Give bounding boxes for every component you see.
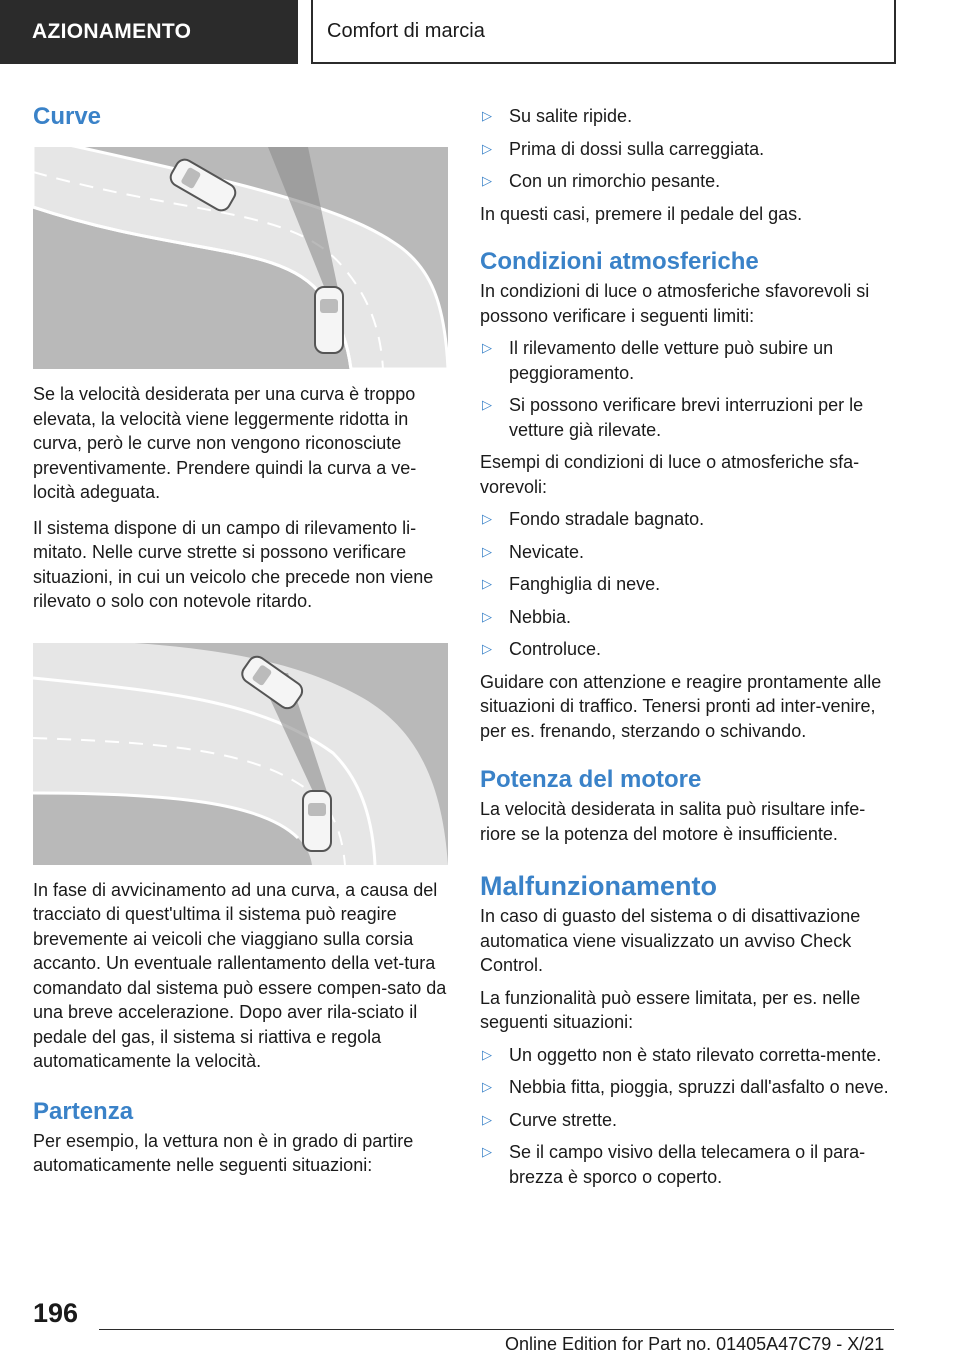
list-item: ▷ Prima di dossi sulla carreggiata. [482, 138, 765, 159]
malf-paragraph-2: La funzionalità può essere limitata, per es. nelle seguenti situazioni: [480, 987, 861, 1032]
triangle-right-icon: ▷ [482, 576, 492, 591]
chapter-title: AZIONAMENTO [32, 20, 192, 43]
triangle-right-icon: ▷ [482, 108, 492, 123]
list-item: ▷ Su salite ripide. [482, 106, 633, 126]
malfunzionamento-heading: Malfunzionamento [480, 871, 717, 901]
triangle-right-icon: ▷ [482, 608, 492, 624]
condizioni-heading: Condizioni atmosferiche [480, 248, 759, 275]
condizioni-paragraph-1: In condizioni di luce o atmosferiche sfavorevoli si possono verificare i seguenti limiti: [480, 281, 870, 326]
list-item: ▷ Con un rimorchio pesante. [482, 171, 721, 191]
potenza-paragraph: La velocità desiderata in salita può risultare infe-riore se la potenza del motore è insufficiente. [480, 799, 866, 844]
potenza-heading: Potenza del motore [480, 766, 702, 793]
page-number: 196 [33, 1298, 79, 1328]
chapter-tab [0, 0, 298, 64]
list-item: ▷ Il rilevamento delle vetture può subire un peggioramento. [482, 338, 834, 383]
partenza-paragraph-2: In questi casi, premere il pedale del gas. [480, 203, 803, 224]
triangle-right-icon: ▷ [482, 641, 492, 656]
list-item: ▷ Controluce. [482, 639, 602, 659]
left-column [33, 100, 448, 1178]
curve-paragraph-2: Il sistema dispone di un campo di rilevamento li-mitato. Nelle curve strette si possono verificare situazioni, in cui un veicolo che precede non viene rilevato o solo con notevole ritardo. [33, 517, 434, 611]
malf-list [480, 1043, 892, 1190]
list-item: ▷ Si possono verificare brevi interruzioni per le vetture già rilevate. [482, 395, 864, 440]
curve-paragraph-1: Se la velocità desiderata per una curva è troppo elevata, la velocità viene leggermente ridotta in curva, però le curve non vengono riconosciute preventivamente. Prendere quindi la curva a ve-locità adeguata. [33, 384, 417, 502]
curve-heading: Curve [33, 103, 102, 130]
triangle-right-icon: ▷ [482, 1144, 492, 1159]
triangle-right-icon: ▷ [482, 1046, 492, 1062]
partenza-paragraph-1: Per esempio, la vettura non è in grado di partire automaticamente nelle seguenti situazioni: [33, 1130, 414, 1175]
list-item: ▷ Fanghiglia di neve. [482, 574, 661, 594]
footer-divider [99, 1329, 894, 1330]
partenza-heading: Partenza [33, 1097, 134, 1125]
triangle-right-icon: ▷ [482, 511, 492, 526]
curve-illustration-2 [33, 643, 448, 865]
triangle-right-icon: ▷ [482, 173, 492, 188]
car-icon [303, 791, 331, 851]
triangle-right-icon: ▷ [482, 1079, 492, 1094]
car-icon [315, 287, 343, 353]
list-item: ▷ Nebbia. [482, 606, 572, 627]
list-item: ▷ Un oggetto non è stato rilevato corretta-mente. [482, 1044, 882, 1065]
list-item: ▷ Curve strette. [482, 1109, 618, 1130]
triangle-right-icon: ▷ [482, 340, 492, 355]
curve-paragraph-3: In fase di avvicinamento ad una curva, a causa del tracciato di quest'ultima il sistema può reagire brevemente ai veicoli che viaggiano sulla corsia accanto. Un eventuale rallentamento della vet-tura comandato dal sistema può essere compen-sato da una breve accelerazione. Dopo aver rila-sciato il pedale del gas, il sistema si riattiva e regola automaticamente la velocità. [33, 879, 447, 1071]
list-item: ▷ Se il campo visivo della telecamera o il para-brezza è sporco o coperto. [482, 1142, 866, 1187]
condizioni-paragraph-2: Esempi di condizioni di luce o atmosferiche sfa-vorevoli: [480, 452, 860, 497]
curve-illustration-1 [33, 147, 448, 369]
list-item: ▷ Nebbia fitta, pioggia, spruzzi dall'asfalto o neve. [482, 1077, 889, 1097]
edition-footer: Online Edition for Part no. 01405A47C79 - X/21 [505, 1334, 885, 1354]
condizioni-list-1 [480, 336, 892, 442]
malf-paragraph-1: In caso di guasto del sistema o di disattivazione automatica viene visualizzato un avviso Check Control. [480, 906, 861, 975]
condizioni-list-2 [480, 507, 892, 662]
triangle-right-icon: ▷ [482, 397, 492, 412]
condizioni-paragraph-3: Guidare con attenzione e reagire prontamente alle situazioni di traffico. Tenersi pronti ad inter-venire, per es. frenando, sterzando o schivando. [480, 671, 882, 741]
right-column [480, 100, 892, 1189]
triangle-right-icon: ▷ [482, 543, 492, 559]
partenza-list [480, 104, 892, 194]
section-header [311, 0, 896, 64]
triangle-right-icon: ▷ [482, 140, 492, 156]
triangle-right-icon: ▷ [482, 1111, 492, 1127]
section-title: Comfort di marcia [327, 19, 485, 42]
list-item: ▷ Nevicate. [482, 541, 585, 562]
list-item: ▷ Fondo stradale bagnato. [482, 509, 705, 529]
